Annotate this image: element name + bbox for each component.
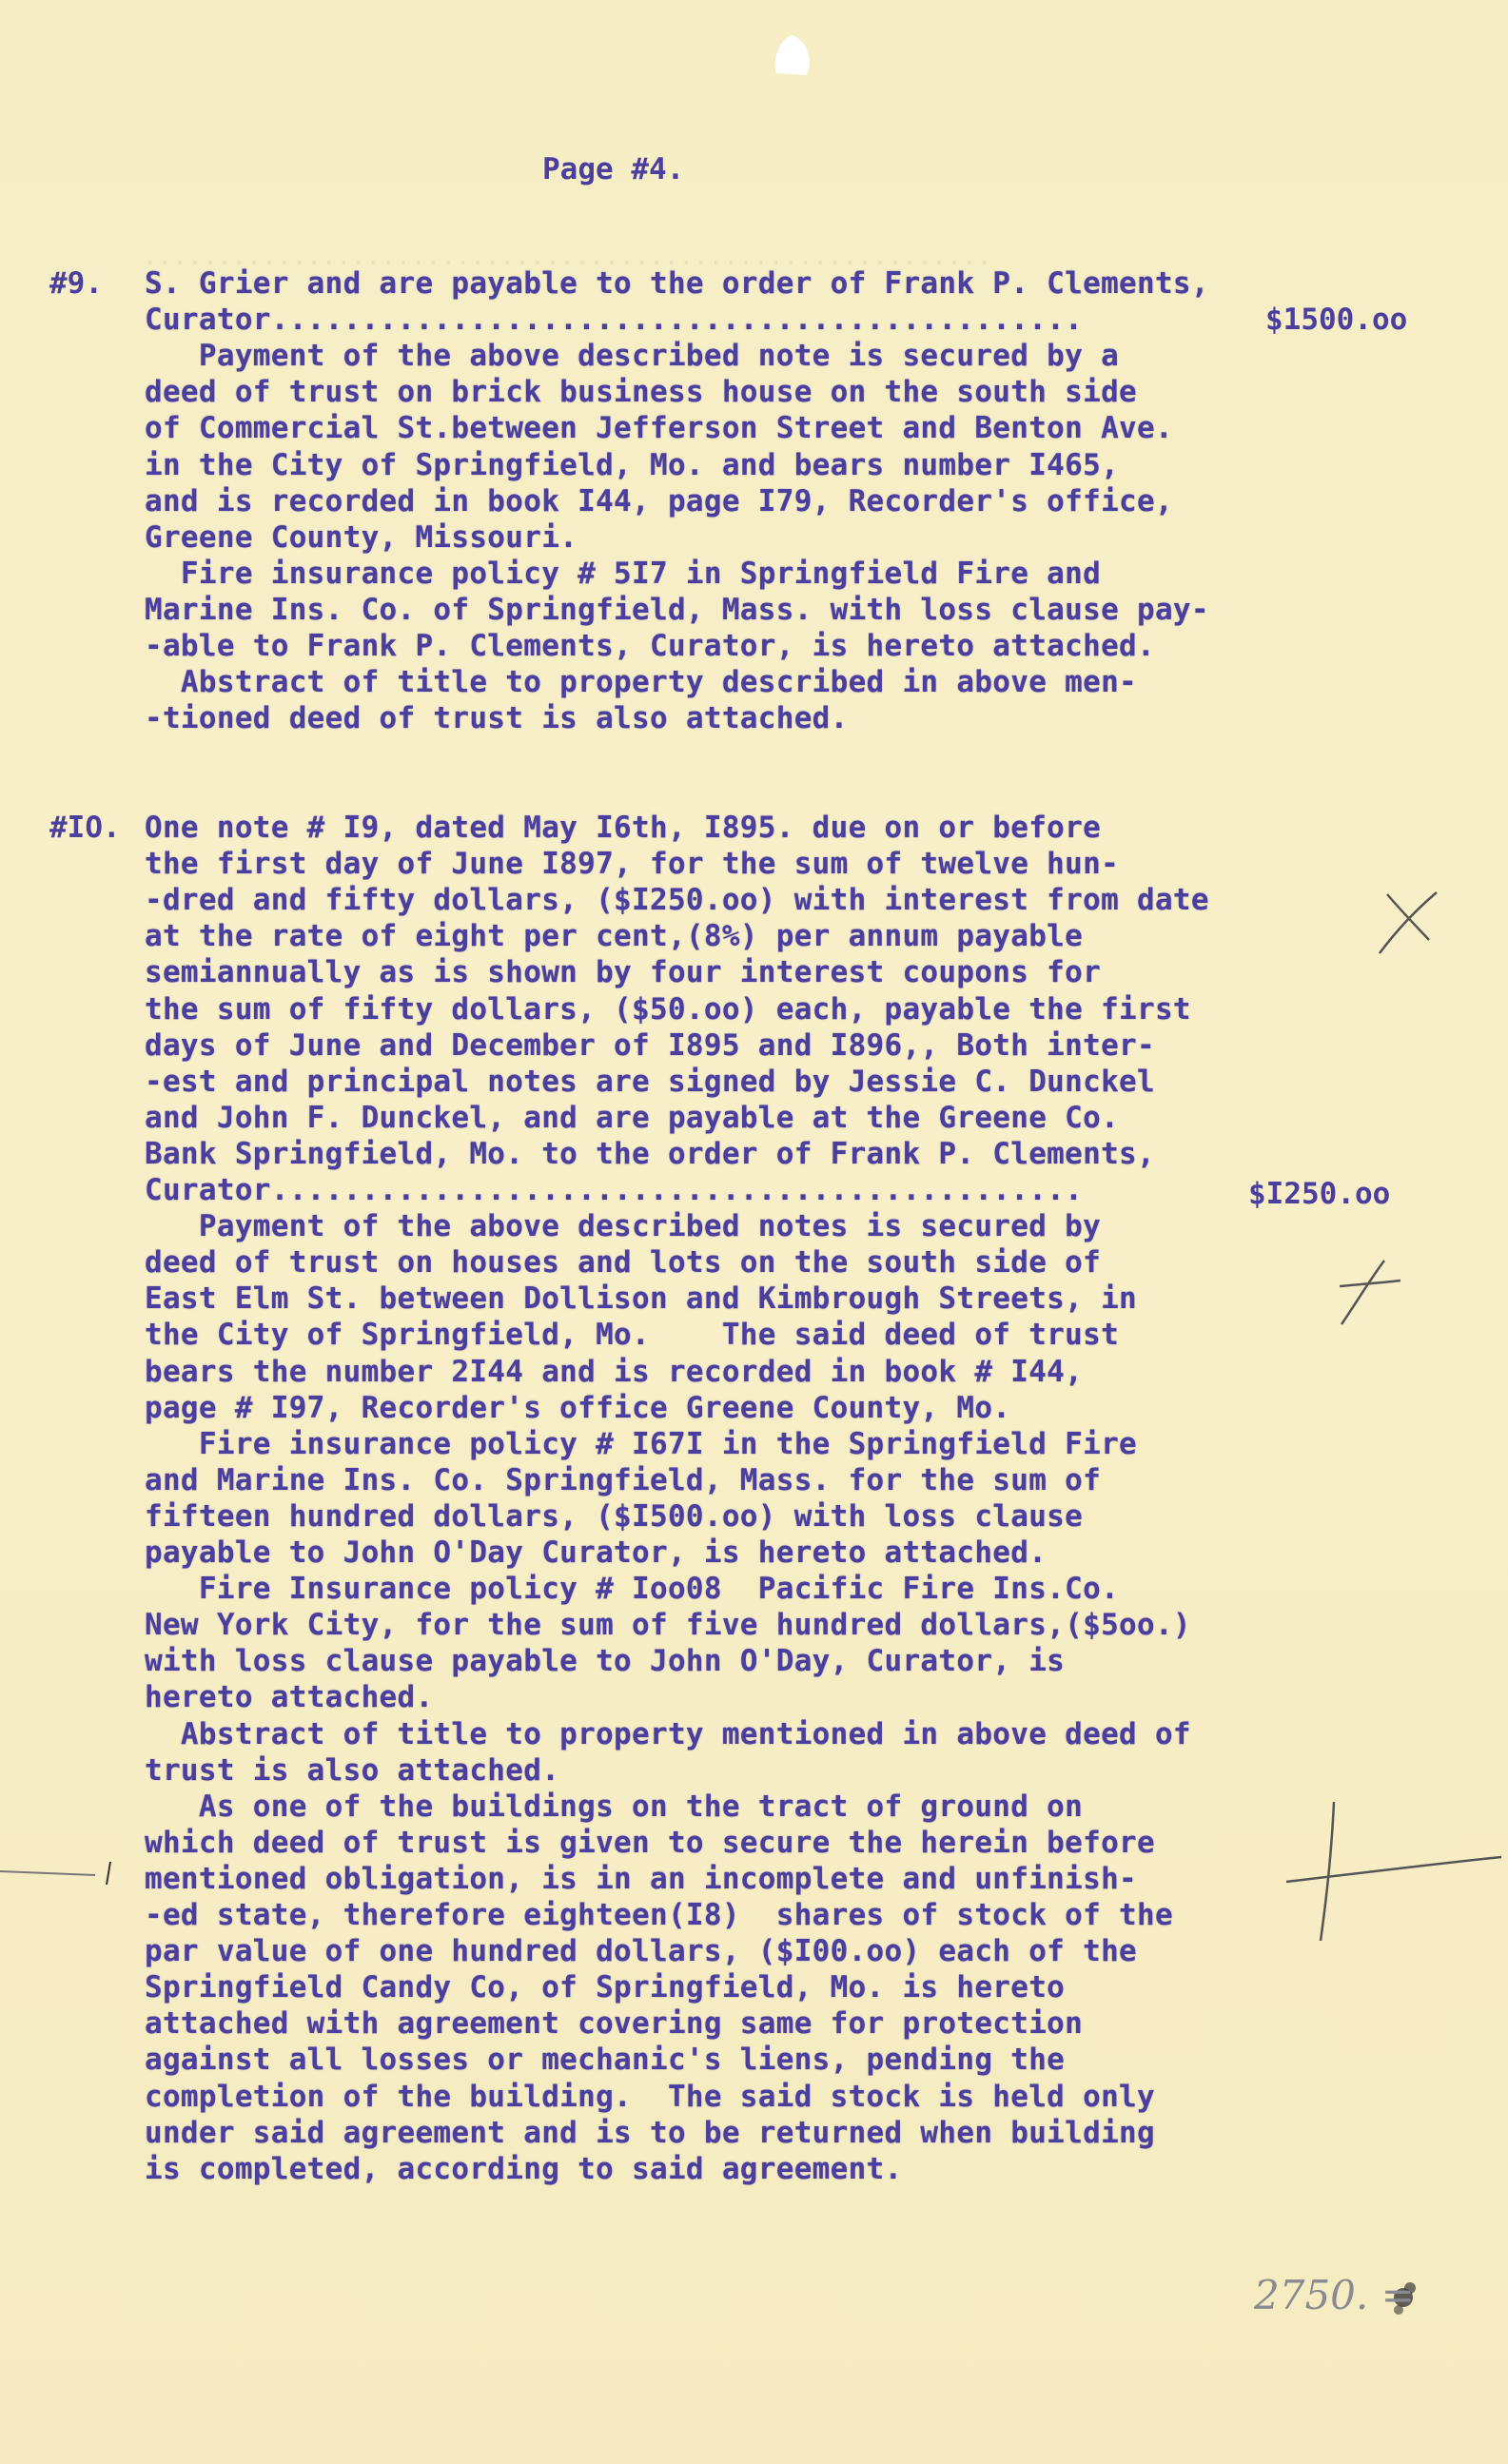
text-line: under said agreement and is to be returned when building <box>145 2115 1155 2150</box>
text-line: payable to John O'Day Curator, is hereto attached. <box>145 1535 1048 1570</box>
text-line: -able to Frank P. Clements, Curator, is hereto attached. <box>145 629 1155 663</box>
text-line: As one of the buildings on the tract of ground on <box>145 1789 1084 1824</box>
text-line: Abstract of title to property described in above men- <box>145 665 1137 700</box>
text-line: against all losses or mechanic's liens, pending the <box>145 2043 1066 2078</box>
text-line: which deed of trust is given to secure the herein before <box>145 1825 1155 1860</box>
margin-check-mark-icon <box>1332 1256 1408 1332</box>
text-line: attached with agreement covering same for protection <box>145 2006 1084 2042</box>
text-line: page # I97, Recorder's office Greene County, Mo. <box>145 1390 1011 1425</box>
text-line: Fire Insurance policy # Ioo08 Pacific Fire Ins.Co. <box>145 1572 1120 1607</box>
text-line: -tioned deed of trust is also attached. <box>145 701 849 736</box>
text-line: deed of trust on houses and lots on the south side of <box>145 1245 1102 1281</box>
text-line: and is recorded in book I44, page I79, Recorder's office, <box>145 483 1173 518</box>
text-line: mentioned obligation, is in an incomplete and unfinish- <box>145 1861 1137 1896</box>
text-line: of Commercial St.between Jefferson Street and Benton Ave. <box>145 411 1173 446</box>
text-line: semiannually as is shown by four interest coupons for <box>145 955 1102 990</box>
item-10-amount: $I250.oo <box>1248 1177 1391 1211</box>
text-line: completion of the building. The said stock is held only <box>145 2079 1155 2114</box>
text-line: hereto attached. <box>145 1680 434 1715</box>
punch-hole-icon <box>771 33 813 81</box>
text-line: -est and principal notes are signed by Jessie C. Dunckel <box>145 1064 1155 1099</box>
text-line: -ed state, therefore eighteen(I8) shares of stock of the <box>145 1898 1173 1932</box>
text-line: Curator............................................. <box>145 1173 1084 1207</box>
text-line: S. Grier and are payable to the order of Frank P. Clements, <box>145 266 1209 301</box>
text-line: Payment of the above described note is secured by a <box>145 339 1120 374</box>
text-line: Springfield Candy Co, of Springfield, Mo. is hereto <box>145 1970 1066 2005</box>
text-line: the first day of June I897, for the sum of twelve hun- <box>145 847 1120 882</box>
text-line: East Elm St. between Dollison and Kimbrough Streets, in <box>145 1281 1137 1317</box>
item-number-9: #9. <box>49 266 103 301</box>
text-line: Curator............................................. <box>145 303 1084 338</box>
item-9-amount: $1500.oo <box>1265 303 1408 337</box>
text-line: trust is also attached. <box>145 1752 560 1788</box>
text-line: One note # I9, dated May I6th, I895. due on or before <box>145 811 1102 845</box>
text-line: is completed, according to said agreement. <box>145 2151 903 2186</box>
text-line: Payment of the above described notes is secured by <box>145 1209 1102 1244</box>
text-line: Fire insurance policy # 5I7 in Springfield Fire and <box>145 556 1102 591</box>
text-line: at the rate of eight per cent,(8%) per annum payable <box>145 919 1084 954</box>
text-line: New York City, for the sum of five hundred dollars,($5oo.) <box>145 1608 1191 1643</box>
text-line: Bank Springfield, Mo. to the order of Frank P. Clements, <box>145 1136 1155 1171</box>
text-line: Greene County, Missouri. <box>145 519 578 555</box>
text-line: with loss clause payable to John O'Day, Curator, is <box>145 1644 1066 1679</box>
text-line: par value of one hundred dollars, ($I00.oo) each of the <box>145 1934 1137 1969</box>
page-number-heading: Page #4. <box>542 152 685 186</box>
text-line: Fire insurance policy # I67I in the Springfield Fire <box>145 1426 1137 1461</box>
text-line: in the City of Springfield, Mo. and bears number I465, <box>145 447 1120 482</box>
text-line: Marine Ins. Co. of Springfield, Mass. with loss clause pay- <box>145 592 1209 627</box>
text-line: -dred and fifty dollars, ($I250.oo) with interest from date <box>145 883 1209 918</box>
bleed-through-text: ......................................................... <box>143 243 992 271</box>
pencil-total-note: 2750. = <box>1254 2272 1415 2318</box>
margin-line-mark-icon <box>0 1860 124 1888</box>
margin-check-mark-icon <box>1370 885 1446 961</box>
text-line: the sum of fifty dollars, ($50.oo) each, payable the first <box>145 991 1191 1027</box>
text-line: days of June and December of I895 and I896,, Both inter- <box>145 1027 1155 1063</box>
text-line: and John F. Dunckel, and are payable at the Greene Co. <box>145 1100 1120 1135</box>
text-line: and Marine Ins. Co. Springfield, Mass. for the sum of <box>145 1462 1102 1497</box>
text-line: the City of Springfield, Mo. The said deed of trust <box>145 1318 1120 1353</box>
text-line: Abstract of title to property mentioned in above deed of <box>145 1716 1191 1751</box>
text-line: fifteen hundred dollars, ($I500.oo) with loss clause <box>145 1498 1084 1534</box>
margin-cross-mark-icon <box>1284 1798 1503 1950</box>
item-number-10: #IO. <box>49 811 121 845</box>
text-line: deed of trust on brick business house on the south side <box>145 375 1137 410</box>
text-line: bears the number 2I44 and is recorded in book # I44, <box>145 1354 1084 1389</box>
